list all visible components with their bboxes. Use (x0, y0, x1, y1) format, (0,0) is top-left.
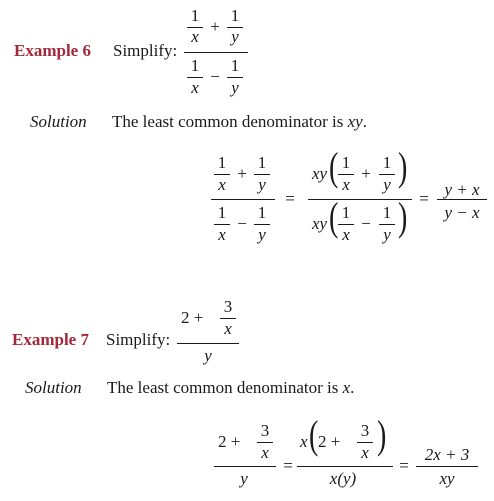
right-paren: ) (397, 194, 408, 239)
equals-sign: = (285, 189, 295, 208)
den-x: x (342, 175, 350, 194)
num-1: 1 (230, 6, 240, 25)
main-fraction-bar (297, 466, 393, 467)
den-x: x (361, 443, 369, 462)
num-1: 1 (190, 6, 200, 25)
num-1: 1 (382, 203, 392, 222)
result-denominator: xy (439, 469, 455, 488)
den-x: x (261, 443, 269, 462)
num-3: 3 (360, 421, 370, 440)
den-x: x (218, 175, 226, 194)
right-paren: ) (397, 144, 408, 189)
main-fraction-bar (214, 466, 276, 467)
main-fraction-bar (211, 199, 275, 200)
den-y: y (231, 27, 239, 46)
den-y: y (383, 175, 391, 194)
example-6-solution-text (112, 112, 367, 132)
den-x: x (191, 78, 199, 97)
result-numerator: 2x + 3 (424, 445, 470, 464)
num-3: 3 (260, 421, 270, 440)
solution-suffix: . (350, 378, 355, 397)
plus-sign: + (237, 164, 247, 183)
example-7-label: Example 7 (12, 330, 89, 349)
left-paren: ( (328, 194, 339, 239)
minus-sign: − (237, 214, 247, 233)
two-plus: 2 + (218, 432, 241, 451)
den-x: x (224, 319, 232, 338)
example-6-label: Example 6 (14, 41, 91, 60)
factor-xy: xy (312, 164, 328, 183)
den-x: x (191, 27, 199, 46)
den-y: y (258, 175, 266, 194)
num-1: 1 (217, 153, 227, 172)
example-7-simplify: Simplify: (106, 330, 171, 349)
solution-prefix: The least common denominator is (107, 378, 343, 397)
left-paren: ( (308, 412, 319, 457)
den-y: y (383, 225, 391, 244)
right-paren: ) (376, 412, 387, 457)
equals-sign: = (399, 456, 409, 475)
den-x-of-y: x(y) (329, 469, 357, 488)
result-numerator: y + x (444, 180, 480, 199)
num-1: 1 (230, 56, 240, 75)
plus-sign: + (210, 17, 220, 36)
result-fraction-bar (437, 199, 487, 200)
factor-xy: xy (312, 214, 328, 233)
num-1: 1 (382, 153, 392, 172)
den-y: y (231, 78, 239, 97)
minus-sign: − (361, 214, 371, 233)
example-7-solution-label: Solution (25, 378, 82, 397)
main-fraction-bar (308, 199, 412, 200)
num-1: 1 (341, 203, 351, 222)
equals-sign: = (419, 189, 429, 208)
num-1: 1 (257, 153, 267, 172)
example-7-solution-text (107, 378, 354, 398)
example-6-simplify: Simplify: (113, 41, 178, 60)
den-y: y (204, 346, 212, 365)
factor-x: x (300, 432, 308, 451)
num-1: 1 (217, 203, 227, 222)
num-1: 1 (257, 203, 267, 222)
den-x: x (342, 225, 350, 244)
left-paren: ( (328, 144, 339, 189)
solution-prefix: The least common denominator is (112, 112, 348, 131)
result-denominator: y − x (444, 203, 480, 222)
two-plus: 2 + (181, 308, 204, 327)
minus-sign: − (210, 67, 220, 86)
main-fraction-bar (177, 343, 239, 344)
solution-var: x (342, 378, 351, 397)
plus-sign: + (361, 164, 371, 183)
solution-var: xy (347, 112, 363, 131)
equals-sign: = (283, 456, 293, 475)
num-3: 3 (223, 297, 233, 316)
den-y: y (258, 225, 266, 244)
main-fraction-bar (184, 52, 248, 53)
result-fraction-bar (416, 466, 478, 467)
den-x: x (218, 225, 226, 244)
example-6-solution-label: Solution (30, 112, 87, 131)
num-1: 1 (341, 153, 351, 172)
solution-suffix: . (362, 112, 367, 131)
den-y: y (240, 469, 248, 488)
two-plus: 2 + (318, 432, 341, 451)
num-1: 1 (190, 56, 200, 75)
